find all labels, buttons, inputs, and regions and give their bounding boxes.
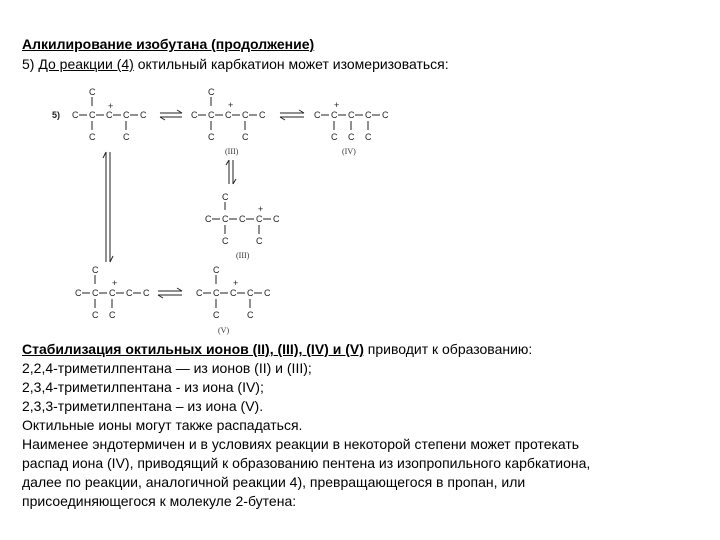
svg-text:+: + — [233, 278, 239, 288]
stabilization-rest: приводит к образованию: — [363, 341, 533, 357]
svg-text:C: C — [348, 110, 355, 120]
svg-text:C: C — [92, 265, 99, 275]
svg-text:C: C — [143, 288, 150, 298]
svg-text:C: C — [106, 110, 113, 120]
svg-text:C: C — [205, 214, 212, 224]
svg-text:C: C — [208, 87, 215, 97]
svg-text:C: C — [382, 110, 389, 120]
equilibrium-arrow-vertical-middle — [226, 160, 236, 184]
structure-ion-V — [196, 265, 271, 320]
svg-text:C: C — [109, 288, 116, 298]
ion-label-III-middle: (III) — [236, 251, 250, 260]
svg-text:+: + — [228, 100, 234, 110]
body-line-8: присоединяющегося к молекуле 2-бутена: — [22, 493, 297, 509]
svg-text:C: C — [72, 110, 79, 120]
svg-text:C: C — [89, 110, 96, 120]
body-line-5: Наименее эндотермичен и в условиях реакции в некоторой степени может протекать — [22, 436, 580, 452]
stabilization-heading: Стабилизация октильных ионов (II), (III), (IV) и (V) — [22, 341, 364, 357]
svg-text:C: C — [89, 132, 96, 142]
svg-text:C: C — [256, 236, 263, 246]
ion-label-IV: (IV) — [342, 147, 356, 156]
svg-text:C: C — [222, 236, 229, 246]
svg-text:+: + — [334, 100, 340, 110]
svg-text:C: C — [123, 110, 130, 120]
structure-ion-IV — [314, 100, 389, 142]
svg-text:C: C — [196, 288, 203, 298]
svg-text:+: + — [258, 204, 264, 214]
svg-text:C: C — [239, 214, 246, 224]
svg-text:C: C — [222, 214, 229, 224]
ion-label-III-top: (III) — [225, 147, 239, 156]
equilibrium-arrow-1 — [160, 110, 182, 120]
structure-ion-III-middle — [205, 192, 280, 246]
svg-text:C: C — [365, 132, 372, 142]
body-line-7: далее по реакции, аналогичной реакции 4), превращающегося в пропан, или — [22, 474, 526, 490]
product-line-3: 2,3,3-триметилпентана – из иона (V). — [22, 398, 264, 414]
svg-text:C: C — [264, 288, 271, 298]
structure-ion-III-top — [191, 87, 266, 142]
body-text — [22, 340, 702, 511]
product-line-1: 2,2,4-триметилпентана — из ионов (II) и (III); — [22, 360, 312, 376]
equilibrium-arrow-vertical-left — [103, 152, 113, 262]
equilibrium-arrow-2 — [280, 110, 304, 120]
svg-text:C: C — [225, 110, 232, 120]
svg-text:C: C — [213, 265, 220, 275]
svg-text:C: C — [140, 110, 147, 120]
svg-text:C: C — [213, 288, 220, 298]
equilibrium-arrow-bottom — [158, 288, 182, 298]
svg-text:C: C — [92, 310, 99, 320]
subtitle-reaction-ref: До реакции (4) — [38, 56, 134, 72]
ion-label-V: (V) — [218, 326, 230, 335]
stabilization-line — [22, 340, 702, 359]
svg-text:C: C — [348, 132, 355, 142]
step-label: 5) — [52, 110, 61, 120]
svg-text:C: C — [365, 110, 372, 120]
svg-text:C: C — [109, 310, 116, 320]
svg-text:C: C — [89, 87, 96, 97]
svg-text:C: C — [222, 192, 229, 202]
svg-text:+: + — [108, 101, 114, 111]
svg-text:C: C — [242, 110, 249, 120]
svg-text:C: C — [126, 288, 133, 298]
svg-text:C: C — [256, 214, 263, 224]
subtitle-rest: октильный карбкатион может изомеризоваться: — [133, 56, 449, 72]
product-line-2: 2,3,4-триметилпентана - из иона (IV); — [22, 379, 264, 395]
structure-ion-bottom-left — [75, 265, 150, 320]
svg-text:C: C — [123, 132, 130, 142]
svg-text:C: C — [259, 110, 266, 120]
svg-text:C: C — [213, 310, 220, 320]
svg-text:C: C — [75, 288, 82, 298]
subtitle-prefix: 5) — [22, 56, 39, 72]
svg-text:C: C — [92, 288, 99, 298]
slide-title: Алкилирование изобутана (продолжение) — [22, 36, 315, 52]
svg-text:C: C — [242, 132, 249, 142]
svg-text:C: C — [314, 110, 321, 120]
svg-text:C: C — [331, 110, 338, 120]
svg-text:C: C — [191, 110, 198, 120]
structure-ion-II — [72, 87, 147, 142]
svg-text:C: C — [208, 132, 215, 142]
svg-text:C: C — [230, 288, 237, 298]
svg-text:+: + — [112, 278, 118, 288]
svg-text:C: C — [208, 110, 215, 120]
body-line-6: распад иона (IV), приводящий к образованию пентена из изопропильного карбкатиона, — [22, 455, 591, 471]
svg-text:C: C — [247, 310, 254, 320]
svg-text:C: C — [273, 214, 280, 224]
body-line-4: Октильные ионы могут также распадаться. — [22, 417, 303, 433]
svg-text:C: C — [331, 132, 338, 142]
svg-text:C: C — [247, 288, 254, 298]
